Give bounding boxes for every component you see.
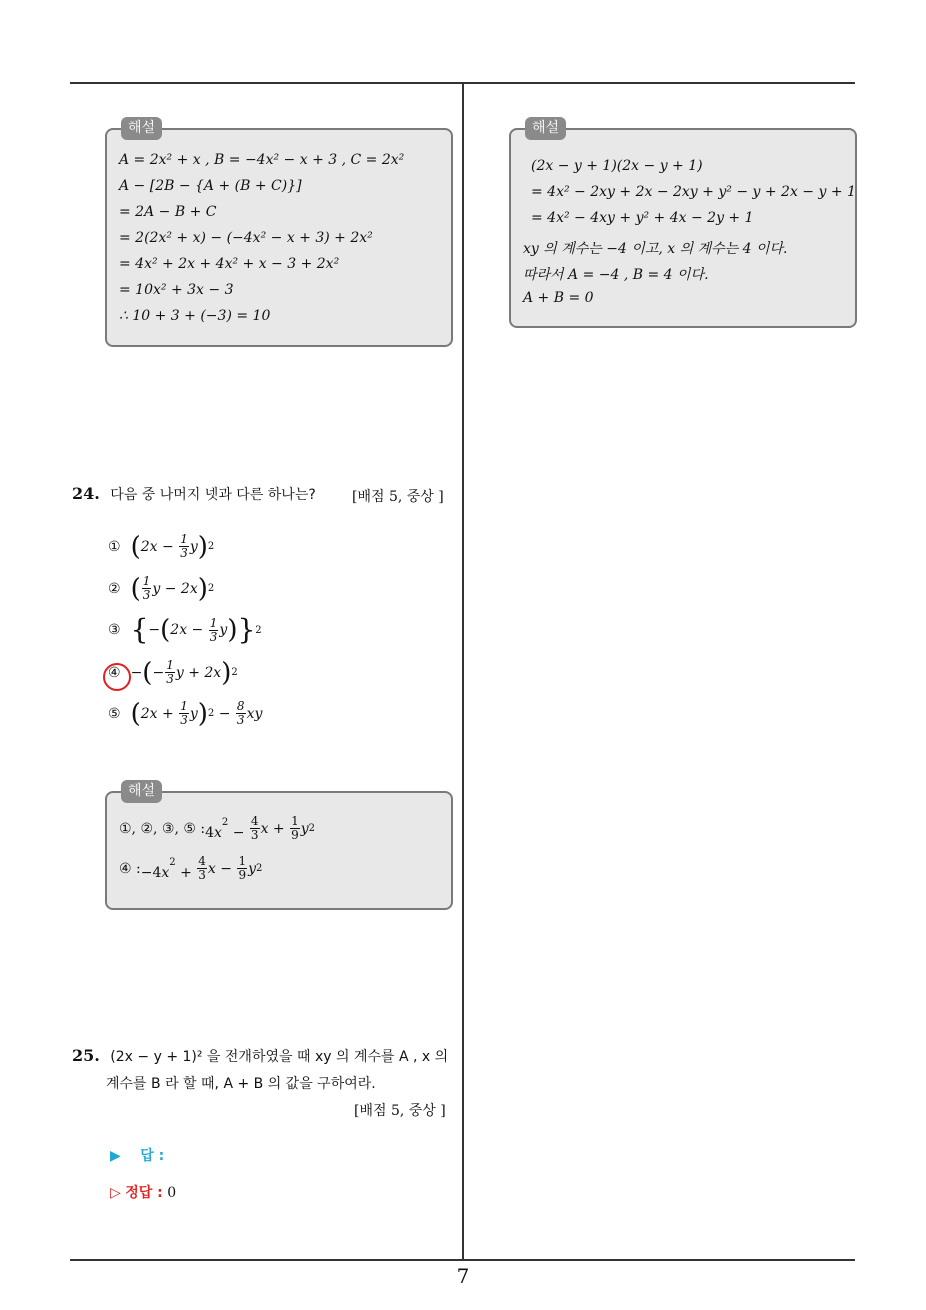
selected-answer-mark xyxy=(103,663,131,691)
explanation-line: (2x − y + 1)(2x − y + 1) xyxy=(531,158,703,174)
answer-row[interactable] xyxy=(110,1145,164,1165)
explanation-tag: 해설 xyxy=(525,117,566,140)
question-text-line2: 계수를 B 라 할 때, A + B 의 값을 구하여라. xyxy=(106,1076,376,1092)
bottom-rule xyxy=(70,1259,855,1261)
question-24 xyxy=(72,484,316,504)
option-number: ④ xyxy=(108,664,121,681)
explanation-line: A + B = 0 xyxy=(523,290,594,306)
option-5[interactable]: ⑤ ( 2 x + $\frac{1}{3}$ y ) 2 − $\frac{8}{3}$ xy xyxy=(108,698,263,729)
correct-value: 0 xyxy=(167,1185,177,1201)
explanation-prefix: ④ : xyxy=(119,860,141,877)
question-meta: [배점 5, 중상 ] xyxy=(354,1103,446,1119)
explanation-line: = 4x² − 2xy + 2x − 2xy + y² − y + 2x − y + 1 xyxy=(531,184,856,200)
explanation-box-25 xyxy=(509,120,857,328)
option-number: ① xyxy=(108,538,121,555)
play-icon: ▶ xyxy=(110,1148,121,1164)
explanation-line: A − [2B − {A + (B + C)}] xyxy=(119,178,302,194)
option-3[interactable]: ③ { − ( 2 x − $\frac{1}{3}$ y ) } 2 xyxy=(108,613,262,646)
option-4[interactable]: ④ − ( − $\frac{1}{3}$ y + 2 x ) 2 xyxy=(108,657,238,688)
explanation-line: xy 의 계수는 −4 이고, x 의 계수는 4 이다. xyxy=(523,241,788,257)
explanation-box-23 xyxy=(105,120,453,347)
column-divider xyxy=(462,82,464,1260)
explanation-prefix: ①, ②, ③, ⑤ : xyxy=(119,820,206,837)
answer-label: 답 : xyxy=(140,1148,165,1164)
explanation-line: A = 2x² + x , B = −4x² − x + 3 , C = 2x² xyxy=(119,152,405,168)
question-25 xyxy=(72,1046,448,1066)
explanation-line: = 2(2x² + x) − (−4x² − x + 3) + 2x² xyxy=(119,230,373,246)
option-number: ② xyxy=(108,580,121,597)
option-2[interactable]: ② ( $\frac{1}{3}$ y − 2 x ) 2 xyxy=(108,573,215,604)
explanation-line: = 10x² + 3x − 3 xyxy=(119,282,234,298)
page-number: 7 xyxy=(456,1264,470,1288)
correct-answer-row xyxy=(110,1182,176,1202)
explanation-line: ∴ 10 + 3 + (−3) = 10 xyxy=(119,308,271,324)
explanation-line: = 2A − B + C xyxy=(119,204,217,220)
correct-label: 정답 : xyxy=(125,1185,163,1201)
explanation-line: 따라서 A = −4 , B = 4 이다. xyxy=(523,267,709,283)
option-1[interactable]: ① ( 2 x − $\frac{1}{3}$ y ) 2 xyxy=(108,531,215,562)
explanation-line: ①, ②, ③, ⑤ : $4x^2$ − $\frac{4}{3}$ x + $\frac{1}{9}$ y 2 xyxy=(119,814,316,842)
question-text: (2x − y + 1)² 을 전개하였을 때 xy 의 계수를 A , x 의 xyxy=(110,1049,449,1065)
option-number: ⑤ xyxy=(108,705,121,722)
question-number: 24. xyxy=(72,484,100,503)
outline-play-icon: ▷ xyxy=(110,1185,121,1201)
explanation-line: = 4x² + 2x + 4x² + x − 3 + 2x² xyxy=(119,256,340,272)
explanation-line: ④ : $-4x^2$ + $\frac{4}{3}$ x − $\frac{1}{9}$ y 2 xyxy=(119,854,263,882)
question-number: 25. xyxy=(72,1046,100,1065)
option-number: ③ xyxy=(108,622,121,638)
question-meta: [배점 5, 중상 ] xyxy=(352,489,444,505)
explanation-line: = 4x² − 4xy + y² + 4x − 2y + 1 xyxy=(531,210,754,226)
explanation-box-24 xyxy=(105,783,453,910)
explanation-tag: 해설 xyxy=(121,780,162,803)
explanation-tag: 해설 xyxy=(121,117,162,140)
question-text: 다음 중 나머지 넷과 다른 하나는? xyxy=(110,487,316,503)
